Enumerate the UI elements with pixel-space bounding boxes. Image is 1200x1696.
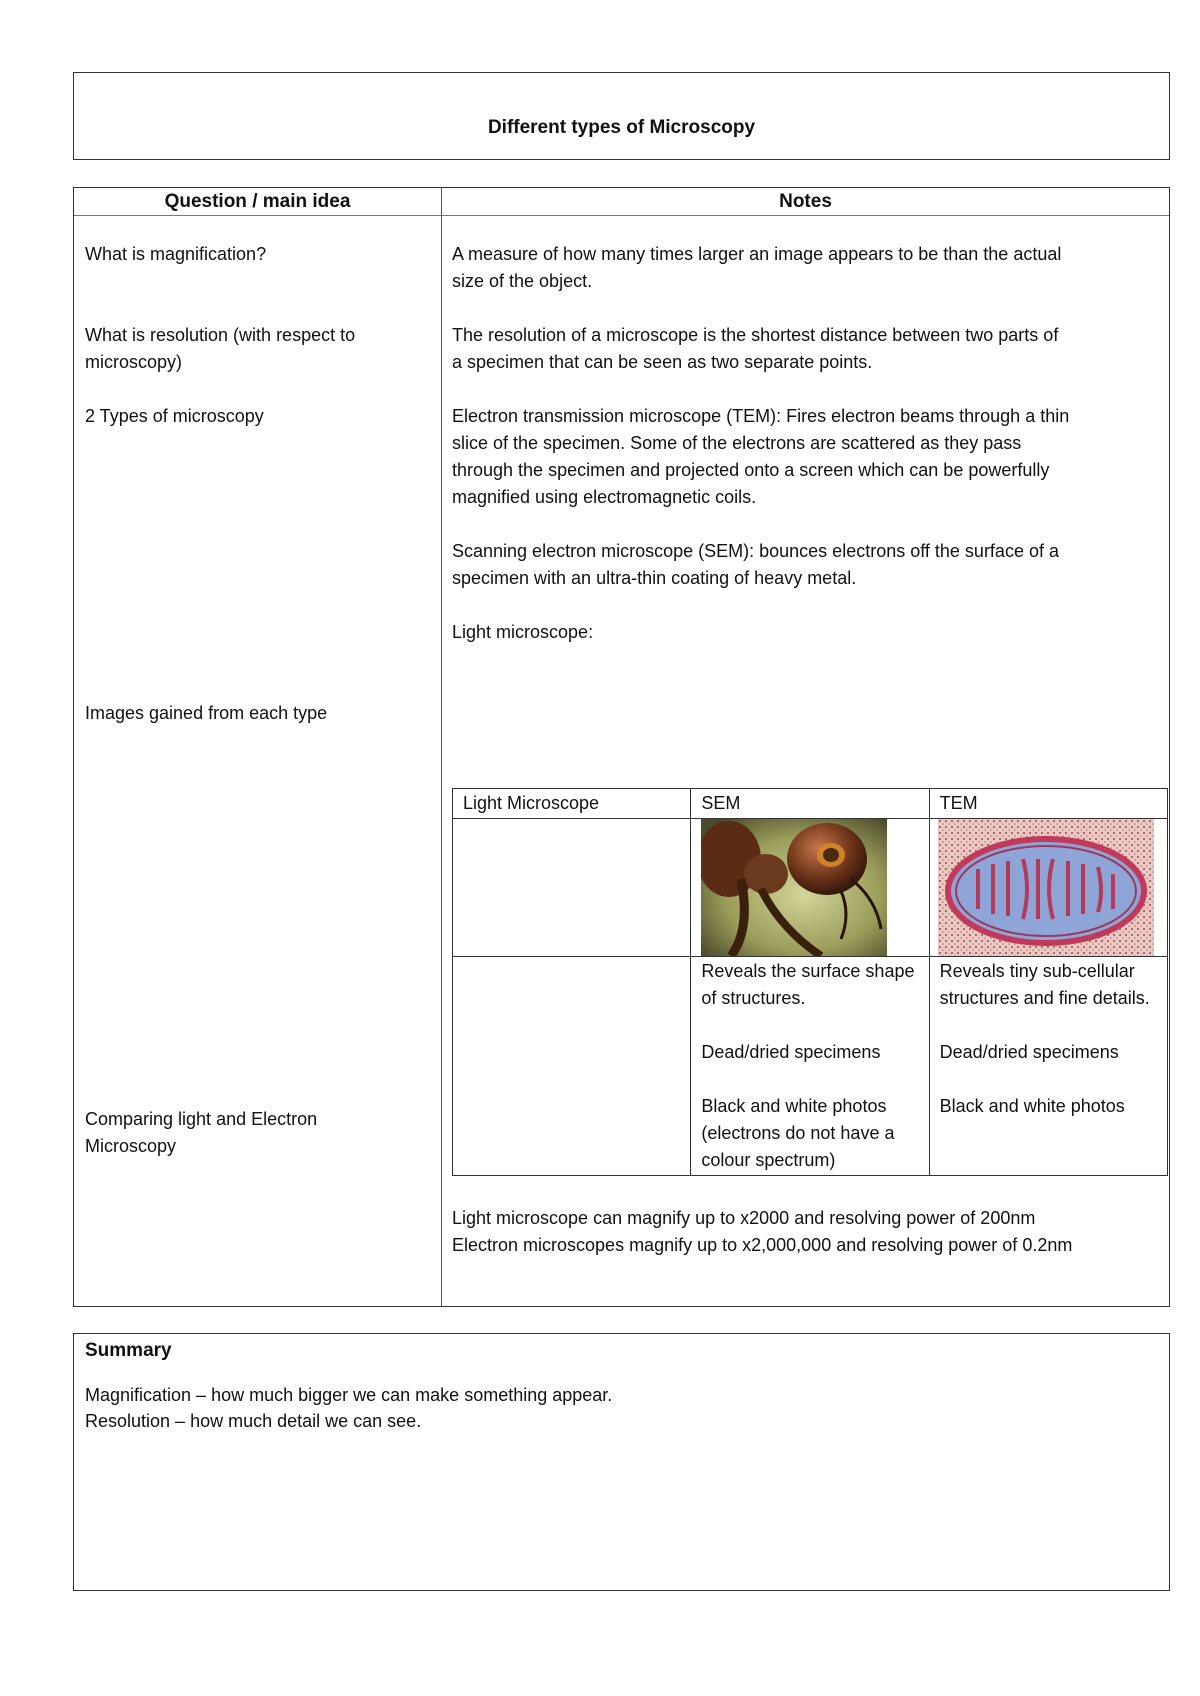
note-line: a specimen that can be seen as two separate points. — [452, 352, 873, 372]
question-header: Question / main idea — [164, 191, 351, 212]
note-line: size of the object. — [452, 271, 593, 291]
note-tem — [452, 403, 1162, 511]
sem-desc-cell — [691, 957, 929, 1176]
note-line: specimen with an ultra-thin coating of heavy metal. — [452, 568, 857, 588]
note-line: slice of the specimen. Some of the electrons are scattered as they pass — [452, 433, 1022, 453]
question-comparing: Comparing light and Electron Microscopy — [85, 1109, 318, 1156]
light-desc-cell — [453, 957, 691, 1176]
summary-box — [73, 1333, 1170, 1591]
tem-desc-structures: Reveals tiny sub-cellular structures and fine details. — [939, 961, 1150, 1008]
header-sem: SEM — [691, 789, 929, 819]
tem-desc-photos: Black and white photos — [939, 1096, 1125, 1116]
tem-image-cell — [929, 819, 1167, 957]
sem-image-cell — [691, 819, 929, 957]
question-magnification: What is magnification? — [85, 244, 267, 264]
note-light: Light microscope: — [452, 622, 594, 642]
note-line: A measure of how many times larger an image appears to be than the actual — [452, 244, 1062, 264]
summary-line: Magnification – how much bigger we can make something appear. — [85, 1385, 613, 1405]
note-line: through the specimen and projected onto a screen which can be powerfully — [452, 460, 1050, 480]
notes-table — [73, 187, 1170, 1307]
tem-desc-specimens: Dead/dried specimens — [939, 1042, 1119, 1062]
sem-ant-image — [701, 819, 887, 956]
note-magnification — [452, 241, 1162, 295]
question-types: 2 Types of microscopy — [85, 406, 264, 426]
note-line: Scanning electron microscope (SEM): bounces electrons off the surface of a — [452, 541, 1059, 561]
comparison-table — [452, 788, 1168, 1176]
column-divider — [441, 188, 442, 1306]
summary-title: Summary — [85, 1340, 172, 1361]
notes-header: Notes — [779, 191, 832, 212]
header-row — [74, 188, 1169, 216]
sem-desc-specimens: Dead/dried specimens — [701, 1042, 881, 1062]
summary-line: Resolution – how much detail we can see. — [85, 1411, 422, 1431]
note-sem — [452, 538, 1162, 592]
page-title: Different types of Microscopy — [487, 117, 756, 138]
sem-desc-surface: Reveals the surface shape of structures. — [701, 961, 915, 1008]
note-resolution — [452, 322, 1162, 376]
tem-mitochondrion-image — [938, 819, 1154, 956]
header-tem: TEM — [929, 789, 1167, 819]
title-box — [73, 72, 1170, 160]
header-light: Light Microscope — [453, 789, 691, 819]
note-line: magnified using electromagnetic coils. — [452, 487, 757, 507]
light-image-cell — [453, 819, 691, 957]
sem-desc-photos: Black and white photos (electrons do not have a colour spectrum) — [701, 1096, 895, 1170]
note-line: Electron microscopes magnify up to x2,000,000 and resolving power of 0.2nm — [452, 1235, 1073, 1255]
question-resolution: What is resolution (with respect to microscopy) — [85, 325, 356, 372]
question-images: Images gained from each type — [85, 703, 328, 723]
note-line: Electron transmission microscope (TEM): Fires electron beams through a thin — [452, 406, 1070, 426]
magnify-notes — [452, 1205, 1168, 1259]
note-line: Light microscope can magnify up to x2000 and resolving power of 200nm — [452, 1208, 1036, 1228]
note-line: The resolution of a microscope is the shortest distance between two parts of — [452, 325, 1059, 345]
tem-desc-cell — [929, 957, 1167, 1176]
